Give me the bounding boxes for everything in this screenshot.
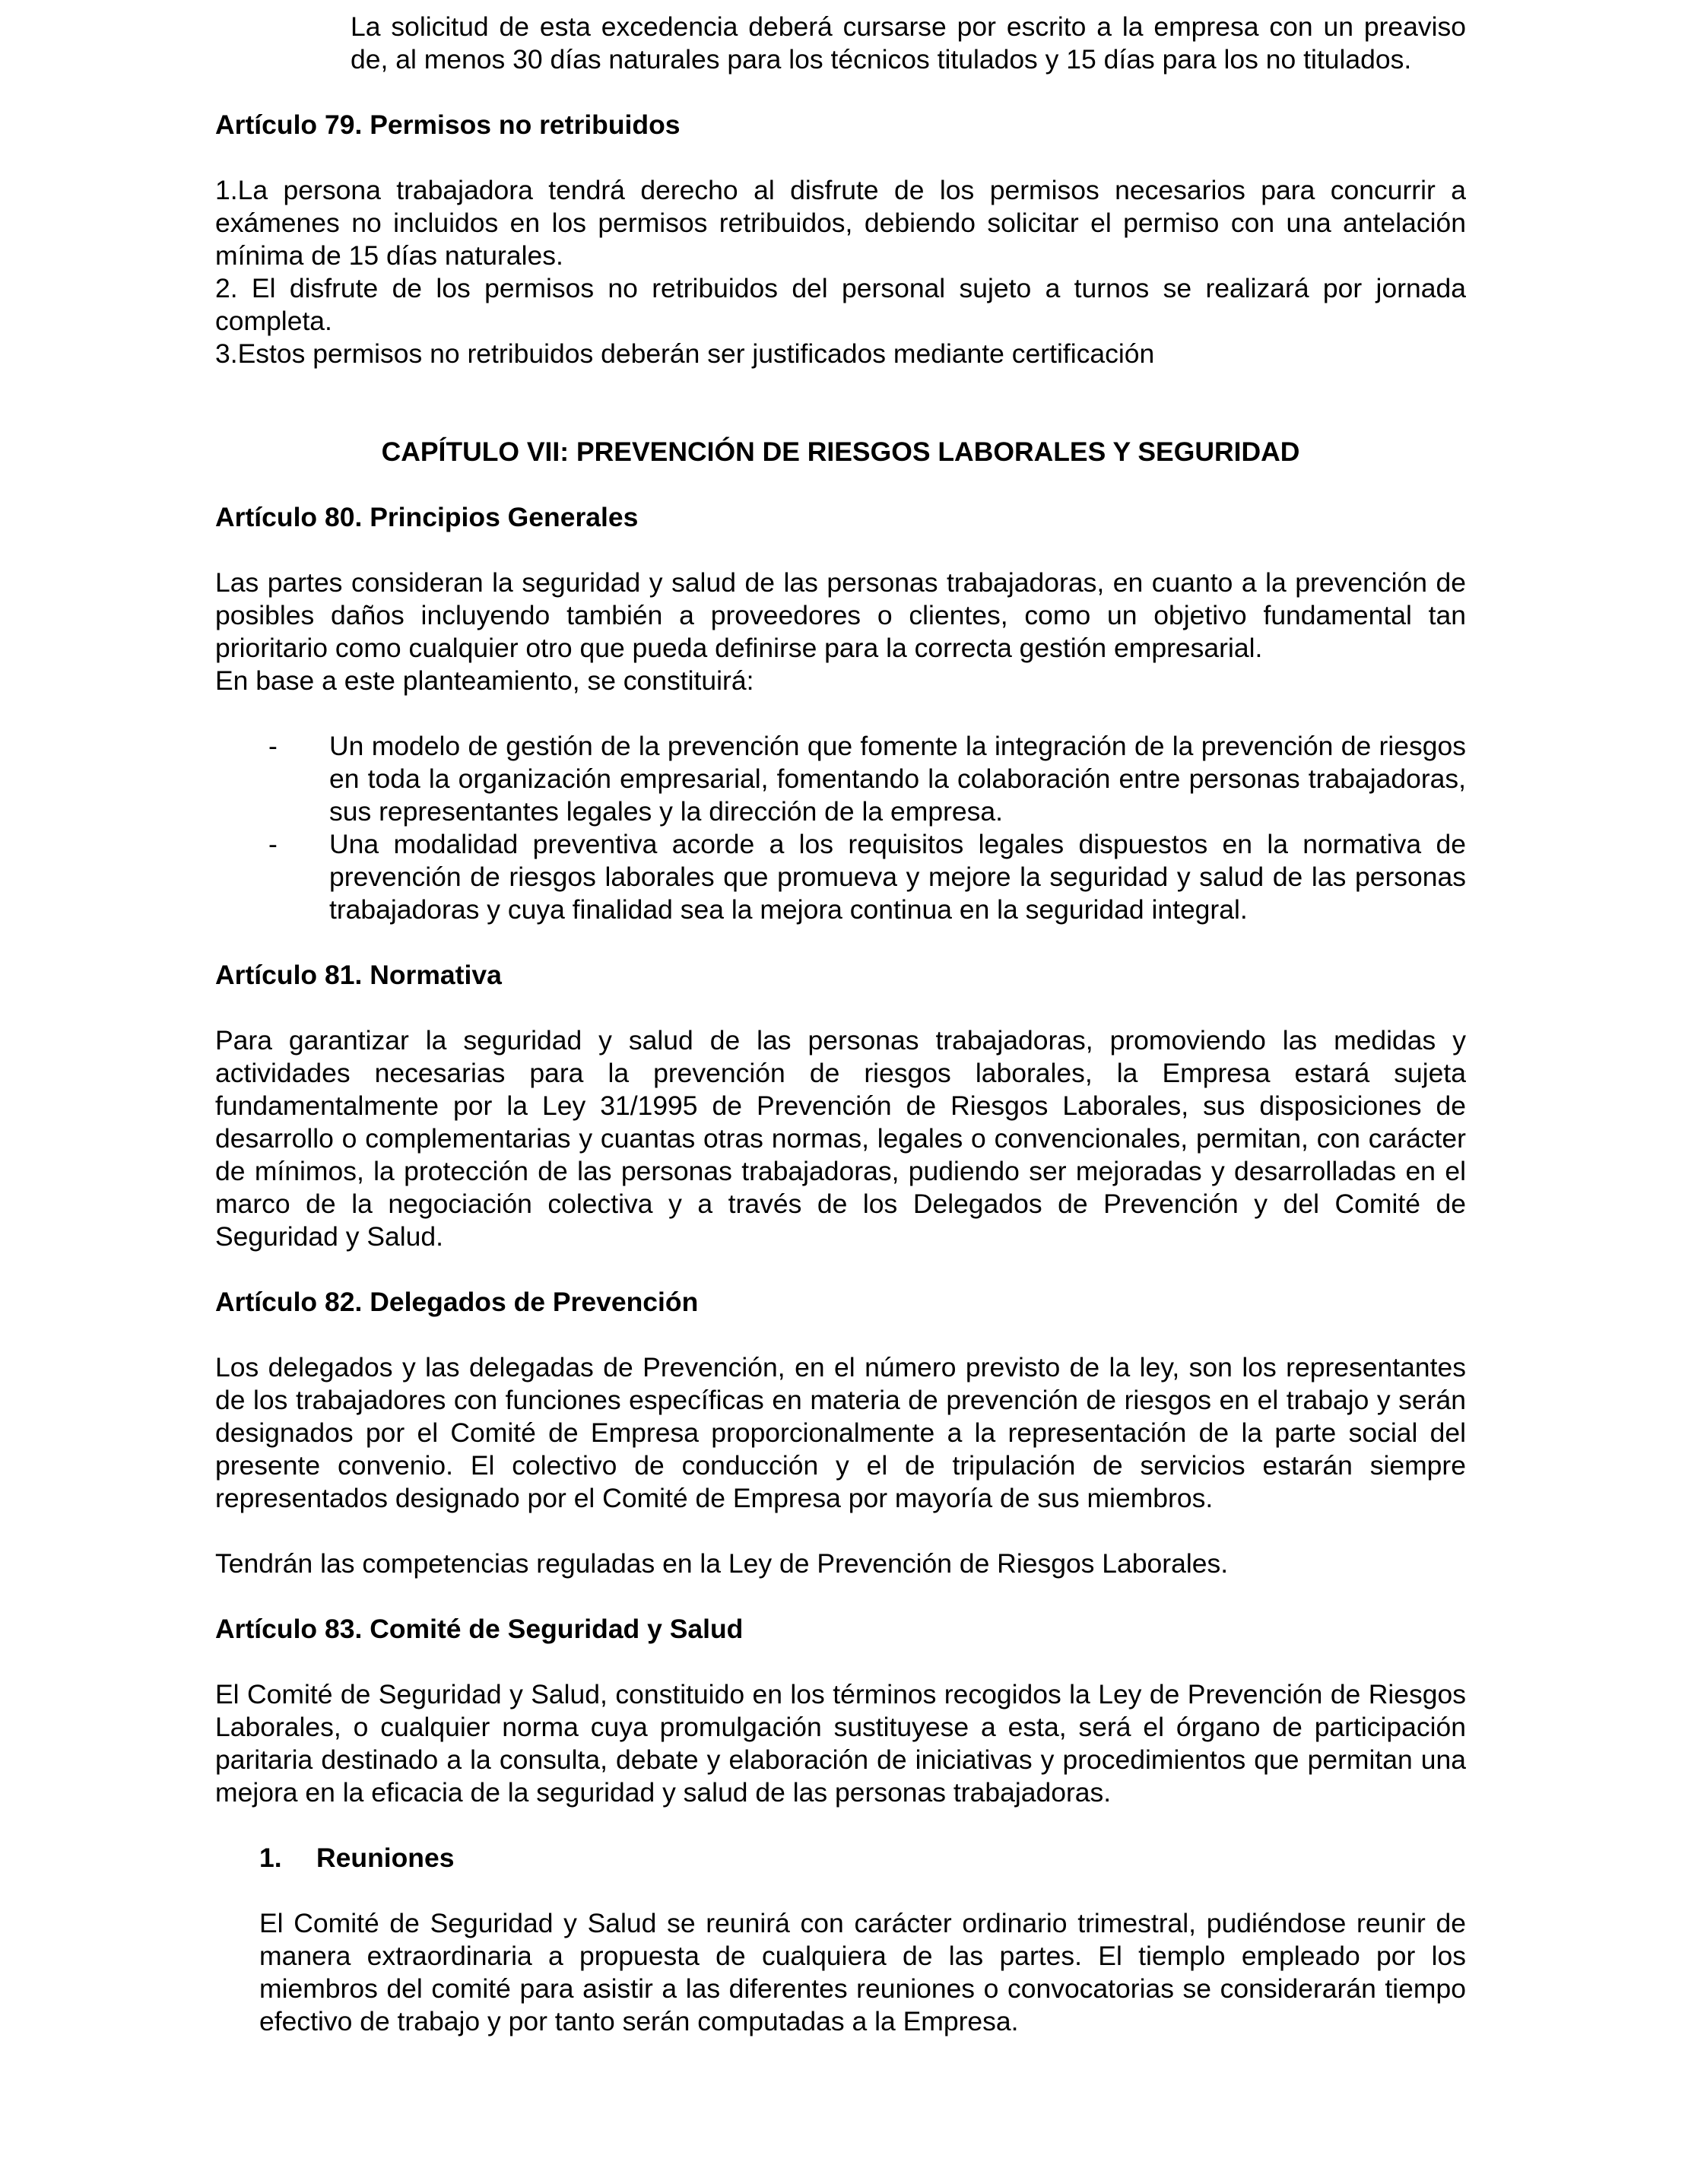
list-item	[268, 730, 1466, 828]
article-83-heading: Artículo 83. Comité de Seguridad y Salud	[215, 1614, 744, 1644]
article-79-paragraph-1: 1.La persona trabajadora tendrá derecho al disfrute de los permisos necesarios para concurrir a exámenes no incluidos en los permisos retribuidos, debiendo solicitar el permiso con una antelación mínima de 15 días naturales.	[215, 175, 1466, 271]
chapter-title: CAPÍTULO VII: PREVENCIÓN DE RIESGOS LABORALES Y SEGURIDAD	[381, 436, 1300, 467]
article-83-paragraph-2: El Comité de Seguridad y Salud se reunirá con carácter ordinario trimestral, pudiéndose reunir de manera extraordinaria a propuesta de cualquiera de las partes. El tiemplo empleado por los miembros del comité para asistir a las diferentes reuniones o convocatorias se considerarán tiempo efectivo de trabajo y por tanto serán computadas a la Empresa.	[259, 1908, 1466, 2036]
article-82-heading: Artículo 82. Delegados de Prevención	[215, 1287, 699, 1317]
intro-paragraph: La solicitud de esta excedencia deberá cursarse por escrito a la empresa con un preaviso de, al menos 30 días naturales para los técnicos titulados y 15 días para los no titulados.	[351, 11, 1466, 75]
subsection-heading	[259, 1842, 1466, 1874]
article-80-paragraph-1: Las partes consideran la seguridad y salud de las personas trabajadoras, en cuanto a la prevención de posibles daños incluyendo también a proveedores o clientes, como un objetivo fundamental tan prioritario como cualquier otro que pueda definirse para la correcta gestión empresarial.	[215, 567, 1466, 663]
dash-bullet: -	[268, 731, 278, 761]
article-81-paragraph: Para garantizar la seguridad y salud de las personas trabajadoras, promoviendo las medidas y actividades necesarias para la prevención de riesgos laborales, la Empresa estará sujeta fundamentalmente por la Ley 31/1995 de Prevención de Riesgos Laborales, sus disposiciones de desarrollo o complementarias y cuantas otras normas, legales o convencionales, permitan, con carácter de mínimos, la protección de las personas trabajadoras, pudiendo ser mejoradas y desarrolladas en el marco de la negociación colectiva y a través de los Delegados de Prevención y del Comité de Seguridad y Salud.	[215, 1025, 1466, 1252]
list-item-text: Un modelo de gestión de la prevención que fomente la integración de la prevención de riesgos en toda la organización empresarial, fomentando la colaboración entre personas trabajadoras, sus representantes legales y la dirección de la empresa.	[329, 731, 1466, 827]
list-item-text: Una modalidad preventiva acorde a los requisitos legales dispuestos en la normativa de prevención de riesgos laborales que promueva y mejore la seguridad y salud de las personas trabajadoras y cuya finalidad sea la mejora continua en la seguridad integral.	[329, 829, 1466, 925]
article-81-heading: Artículo 81. Normativa	[215, 960, 502, 990]
dash-bullet: -	[268, 829, 278, 859]
article-79-heading: Artículo 79. Permisos no retribuidos	[215, 110, 681, 140]
article-82-paragraph-1: Los delegados y las delegadas de Prevención, en el número previsto de la ley, son los representantes de los trabajadores con funciones específicas en materia de prevención de riesgos en el trabajo y serán designados por el Comité de Empresa proporcionalmente a la representación de la parte social del presente convenio. El colectivo de conducción y el de tripulación de servicios estarán siempre representados designado por el Comité de Empresa por mayoría de sus miembros.	[215, 1352, 1466, 1513]
subsection-title: Reuniones	[316, 1843, 455, 1873]
article-83-paragraph-1: El Comité de Seguridad y Salud, constituido en los términos recogidos la Ley de Prevención de Riesgos Laborales, o cualquier norma cuya promulgación sustituyese a esta, será el órgano de participación paritaria destinado a la consulta, debate y elaboración de iniciativas y procedimientos que permitan una mejora en la eficacia de la seguridad y salud de las personas trabajadoras.	[215, 1679, 1466, 1808]
article-80-paragraph-2: En base a este planteamiento, se constituirá:	[215, 665, 754, 696]
article-79-paragraph-2: 2. El disfrute de los permisos no retribuidos del personal sujeto a turnos se realizará por jornada completa.	[215, 273, 1466, 336]
article-82-paragraph-2: Tendrán las competencias reguladas en la Ley de Prevención de Riesgos Laborales.	[215, 1548, 1229, 1579]
subsection-number: 1.	[259, 1843, 282, 1873]
list-item	[268, 828, 1466, 926]
article-79-paragraph-3: 3.Estos permisos no retribuidos deberán ser justificados mediante certificación	[215, 338, 1155, 369]
article-80-heading: Artículo 80. Principios Generales	[215, 502, 639, 532]
document-page	[215, 0, 1466, 2038]
